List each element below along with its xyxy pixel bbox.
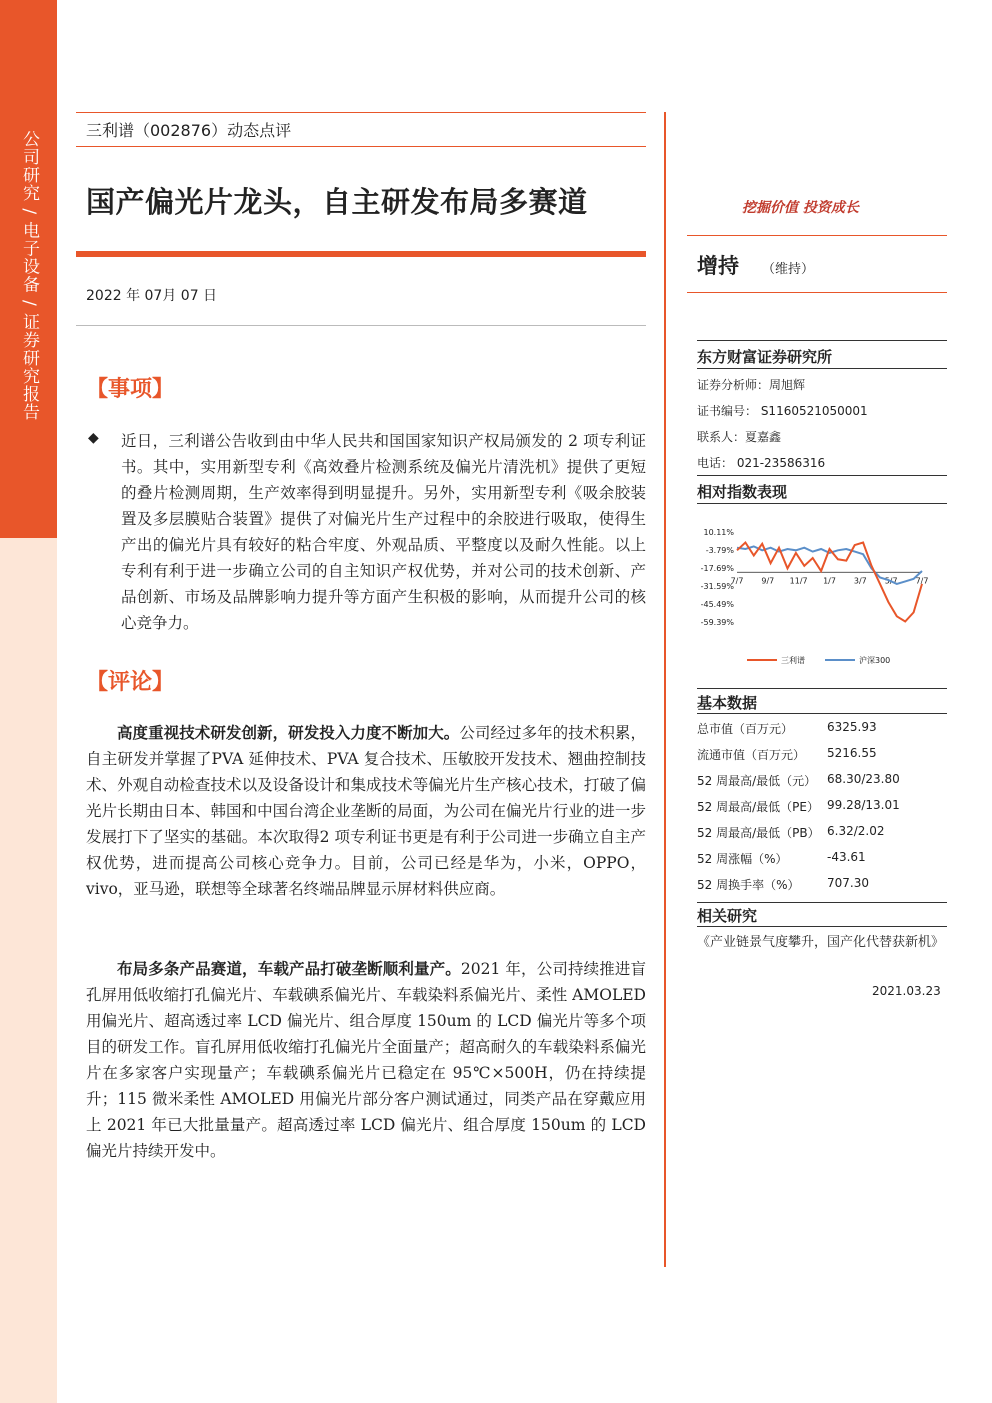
rating: 增持 (697, 254, 739, 278)
related-report-date: 2021.03.23 (872, 984, 941, 998)
related-title: 相关研究 (697, 907, 758, 925)
paragraph-1-body: 公司经过多年的技术积累，自主研发并掌握了PVA 延伸技术、PVA 复合技术、压敏胶开发技术、翘曲控制技术、外观自动检查技术以及设备设计和集成技术等偏光片生产核心技术，打破了偏光片长期由日本、韩国和中国台湾企业垄断的局面，为公司在偏光片行业的进一步发展打下了坚实的基础。本次取得2 项专利证书更是有利于公司进一步确立自主产权优势，进而提高公司核心竞争力。目前，公司已经是华为，小米，OPPO，vivo，亚马逊，联想等全球著名终端品牌显示屏材料供应商。 (86, 724, 646, 898)
basic-data-value: 6325.93 (827, 720, 877, 734)
institute-rule-top (697, 340, 947, 341)
basic-data-value: 5216.55 (827, 746, 877, 760)
basic-data-row (697, 876, 947, 898)
y-tick-label: 10.11% (703, 528, 734, 537)
basic-rule-bottom (697, 713, 947, 714)
doc-type: 三利谱（002876）动态点评 (86, 121, 292, 140)
chart-title: 相对指数表现 (697, 483, 788, 501)
x-tick-label: 1/7 (823, 576, 836, 586)
y-tick-label: -31.59% (700, 582, 734, 591)
basic-data-label: 52 周最高/最低（PE） (697, 800, 819, 814)
basic-data-row (697, 772, 947, 794)
y-tick-label: -59.39% (700, 618, 734, 627)
basic-data-value: 6.32/2.02 (827, 824, 885, 838)
basic-data-value: 99.28/13.01 (827, 798, 900, 812)
relative-performance-chart (697, 520, 947, 670)
chart-rule-top (697, 475, 947, 476)
comment-paragraph-2 (86, 956, 646, 1164)
chart-rule-bottom (697, 503, 947, 504)
comment-heading: 【评论】 (86, 670, 175, 695)
basic-data-label: 总市值（百万元） (697, 722, 794, 736)
x-tick-label: 9/7 (761, 576, 775, 586)
comment-paragraph-1 (86, 720, 646, 902)
paragraph-1-lead: 高度重视技术研发创新，研发投入力度不断加大。 (117, 723, 460, 742)
rating-note: （维持） (762, 262, 815, 277)
related-report-link[interactable]: 《产业链景气度攀升，国产化代替获新机》 (697, 935, 945, 950)
legend-label: 沪深300 (859, 656, 891, 665)
x-tick-label: 7/7 (730, 576, 744, 586)
basic-rule-top (697, 688, 947, 689)
slogan: 挖掘价值 投资成长 (742, 200, 859, 216)
cert-number: 证书编号： S1160521050001 (697, 404, 868, 418)
event-heading: 【事项】 (86, 377, 175, 402)
related-rule-bottom (697, 926, 947, 927)
basic-data-label: 52 周涨幅（%） (697, 852, 788, 866)
date-rule (76, 325, 646, 326)
headline-rule (76, 251, 646, 257)
related-rule-top (697, 902, 947, 903)
slogan-rule (687, 235, 947, 236)
y-tick-label: -17.69% (700, 564, 734, 573)
report-date: 2022 年 07月 07 日 (86, 288, 218, 304)
basic-data-label: 流通市值（百万元） (697, 748, 806, 762)
legend-label: 三利谱 (781, 656, 805, 665)
basic-data-label: 52 周最高/最低（PB） (697, 826, 820, 840)
basic-data-row (697, 850, 947, 872)
institute-rule-bottom (697, 368, 947, 369)
analyst: 证券分析师：周旭辉 (697, 378, 806, 392)
column-divider (664, 112, 666, 1267)
rating-rule (687, 292, 947, 293)
basic-data-row (697, 798, 947, 820)
basic-data-value: 707.30 (827, 876, 869, 890)
page-title: 国产偏光片龙头，自主研发布局多赛道 (86, 185, 588, 219)
basic-data-label: 52 周换手率（%） (697, 878, 800, 892)
basic-data-row (697, 720, 947, 742)
basic-data-value: -43.61 (827, 850, 866, 864)
sidebar-category: 公司研究 / 电子设备 / 证券研究报告 (19, 130, 39, 422)
x-tick-label: 5/7 (884, 576, 898, 586)
x-tick-label: 3/7 (853, 576, 867, 586)
basic-data-label: 52 周最高/最低（元） (697, 774, 817, 788)
bullet-diamond-icon: ◆ (88, 430, 99, 446)
x-tick-label: 11/7 (789, 576, 808, 586)
x-tick-label: 7/7 (915, 576, 929, 586)
doc-type-rule (76, 146, 646, 147)
event-paragraph: 近日，三利谱公告收到由中华人民共和国国家知识产权局颁发的 2 项专利证书。其中，实用新型专利《高效叠片检测系统及偏光片清洗机》提供了更短的叠片检测周期，生产效率得到明显提升。另外，实用新型专利《吸余胶装置及多层膜贴合装置》提供了对偏光片生产过程中的余胶进行吸取，使得生产出的偏光片具有较好的粘合牢度、外观品质、平整度以及耐久性能。以上专利有利于进一步确立公司的自主知识产权优势，并对公司的技术创新、产品创新、市场及品牌影响力提升等方面产生积极的影响，从而提升公司的核心竞争力。 (121, 432, 646, 632)
top-rule (76, 112, 646, 113)
paragraph-2-lead: 布局多条产品赛道，车载产品打破垄断顺利量产。 (117, 959, 461, 978)
contact: 联系人：夏嘉鑫 (697, 430, 782, 444)
phone: 电话： 021-23586316 (697, 456, 826, 470)
y-tick-label: -45.49% (700, 600, 734, 609)
institute-name: 东方财富证券研究所 (697, 348, 833, 366)
y-tick-label: -3.79% (705, 546, 734, 555)
basic-data-value: 68.30/23.80 (827, 772, 900, 786)
basic-data-row (697, 824, 947, 846)
basic-data-row (697, 746, 947, 768)
basic-data-title: 基本数据 (697, 694, 758, 712)
paragraph-2-body: 2021 年，公司持续推进盲孔屏用低收缩打孔偏光片、车载碘系偏光片、车载染料系偏光片、柔性 AMOLED 用偏光片、超高透过率 LCD 偏光片、组合厚度 150um 的 LCD 偏光片等多个项目的研发工作。盲孔屏用低收缩打孔偏光片全面量产；超高耐久的车载染料系偏光片在多家客户实现量产；车载碘系偏光片已稳定在 95℃×500H，仍在持续提升；115 微米柔性 AMOLED 用偏光片部分客户测试通过，同类产品在穿戴应用上 2021 年已大批量量产。超高透过率 LCD 偏光片、组合厚度 150um 的 LCD 偏光片持续开发中。 (86, 960, 646, 1160)
